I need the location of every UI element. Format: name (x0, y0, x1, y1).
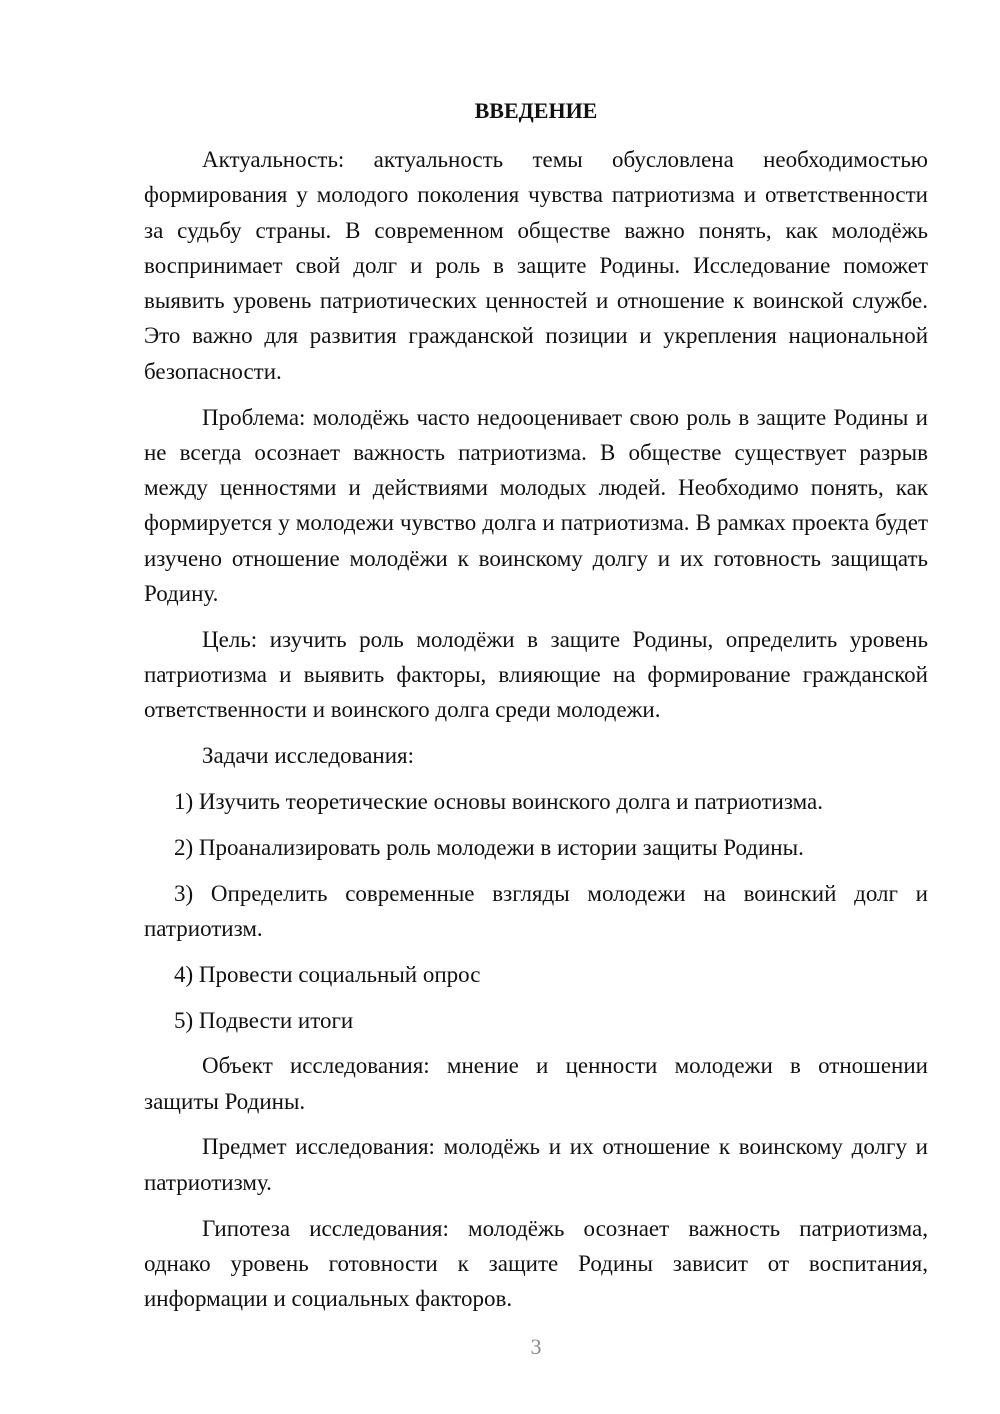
paragraph-hypothesis: Гипотеза исследования: молодёжь осознает важность патриотизма, однако уровень готовности к защите Родины зависит от воспитания, информации и социальных факторов. (144, 1215, 928, 1312)
paragraph-relevance: Актуальность: актуальность темы обусловлена необходимостью формирования у молодого поколения чувства патриотизма и ответственности за судьбу страны. В современном обществе важно понять, как молодёжь воспринимает свой долг и роль в защите Родины. Исследование поможет выявить уровень патриотических ценностей и отношение к воинской службе. Это важно для развития гражданской позиции и укрепления национальной безопасности. (144, 147, 928, 384)
paragraph-subject: Предмет исследования: молодёжь и их отношение к воинскому долгу и патриотизму. (144, 1134, 928, 1195)
page-number: 3 (530, 1334, 542, 1359)
tasks-heading: Задачи исследования: (202, 743, 415, 769)
task-item-5: 5) Подвести итоги (174, 1007, 354, 1033)
document-title: ВВЕДЕНИЕ (474, 98, 598, 123)
paragraph-object: Объект исследования: мнение и ценности молодежи в отношении защиты Родины. (144, 1053, 928, 1114)
task-item-3: 3) Определить современные взгляды молодежи на воинский долг и патриотизм. (144, 880, 928, 941)
paragraph-goal: Цель: изучить роль молодёжи в защите Родины, определить уровень патриотизма и выявить факторы, влияющие на формирование гражданской ответственности и воинского долга среди молодежи. (144, 626, 928, 723)
paragraph-problem: Проблема: молодёжь часто недооценивает свою роль в защите Родины и не всегда осознает важность патриотизма. В обществе существует разрыв между ценностями и действиями молодых людей. Необходимо понять, как формируется у молодежи чувство долга и патриотизма. В рамках проекта будет изучено отношение молодёжи к воинскому долгу и их готовность защищать Родину. (144, 404, 928, 607)
task-item-4: 4) Провести социальный опрос (174, 961, 481, 987)
task-item-2: 2) Проанализировать роль молодежи в истории защиты Родины. (174, 834, 804, 860)
document-body (144, 142, 928, 1327)
task-item-1: 1) Изучить теоретические основы воинского долга и патриотизма. (174, 789, 823, 815)
